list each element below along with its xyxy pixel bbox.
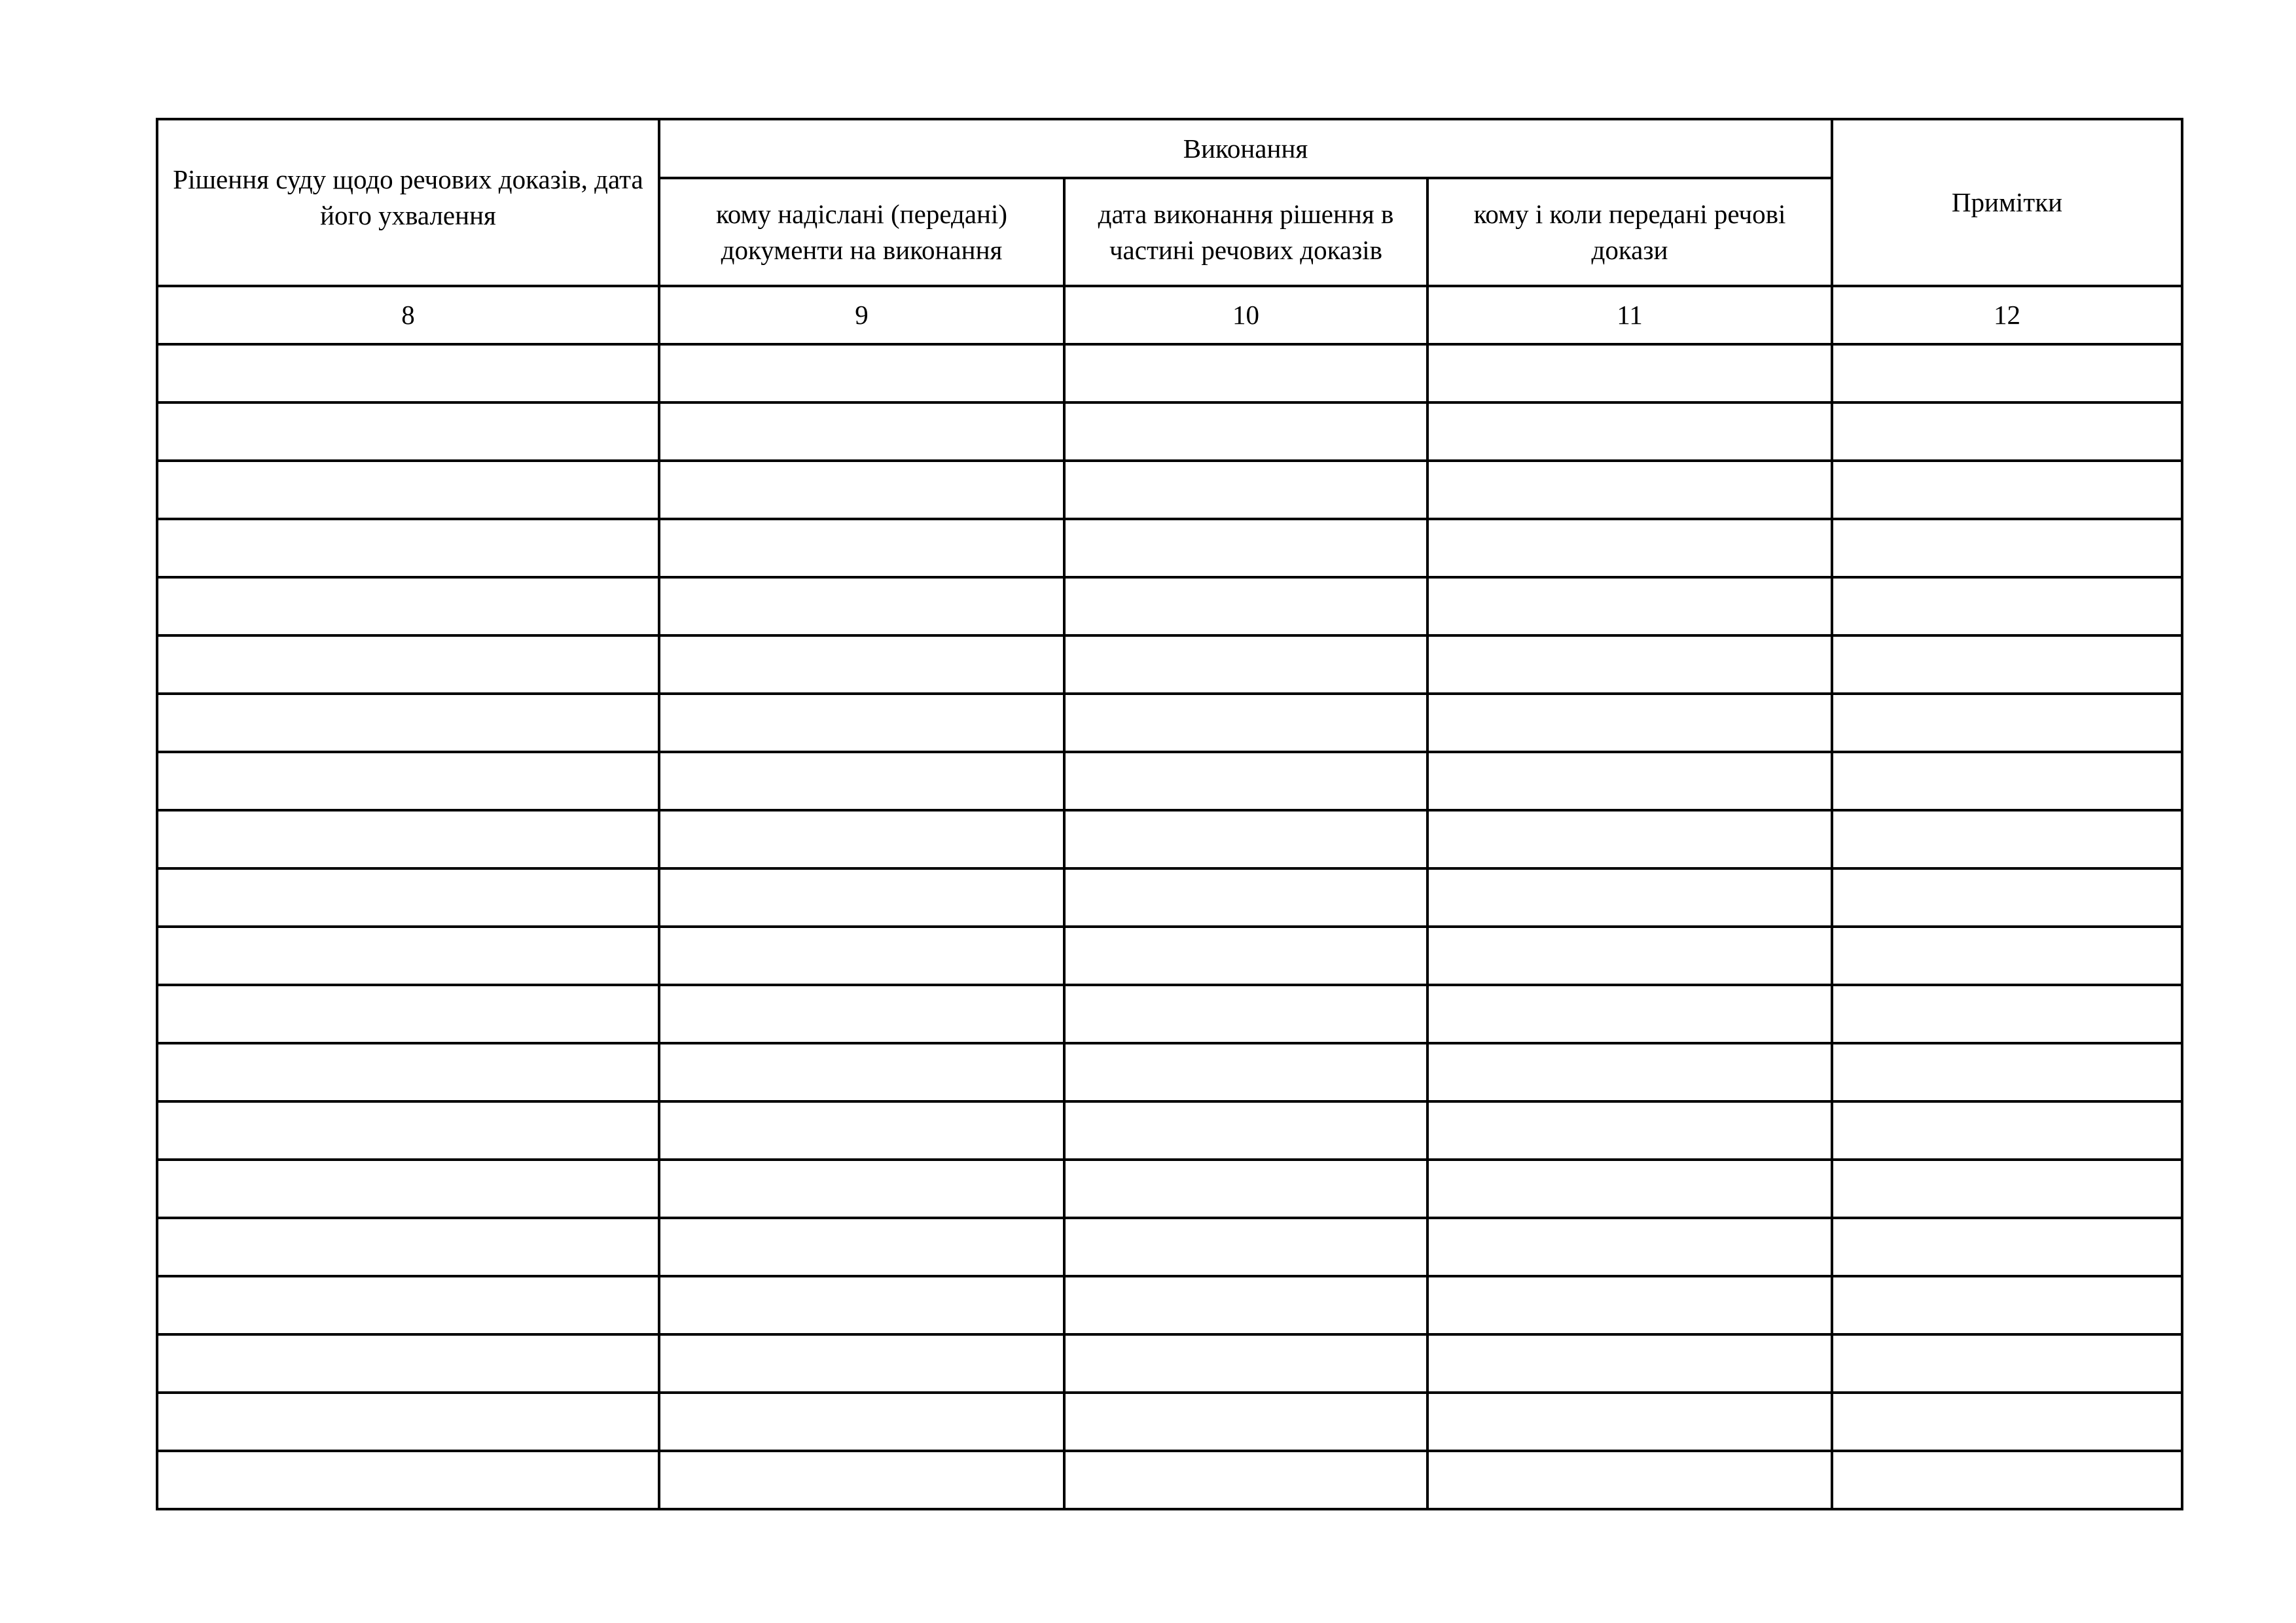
table-row <box>157 461 2182 519</box>
table-cell[interactable] <box>157 1160 659 1218</box>
table-cell[interactable] <box>1832 927 2182 985</box>
table-cell[interactable] <box>659 1276 1064 1334</box>
table-row <box>157 1101 2182 1160</box>
table-cell[interactable] <box>1427 1043 1832 1101</box>
table-cell[interactable] <box>1427 1276 1832 1334</box>
table-cell[interactable] <box>659 752 1064 810</box>
table-cell[interactable] <box>1064 635 1427 694</box>
column-number-8: 8 <box>157 286 659 344</box>
table-cell[interactable] <box>1064 1160 1427 1218</box>
table-cell[interactable] <box>1832 635 2182 694</box>
table-row <box>157 694 2182 752</box>
table-cell[interactable] <box>1832 461 2182 519</box>
table-cell[interactable] <box>659 519 1064 577</box>
table-cell[interactable] <box>157 694 659 752</box>
table-cell[interactable] <box>659 1160 1064 1218</box>
table-cell[interactable] <box>1832 985 2182 1043</box>
table-cell[interactable] <box>1064 752 1427 810</box>
table-cell[interactable] <box>157 519 659 577</box>
header-decision-cell <box>157 119 659 286</box>
table-cell[interactable] <box>157 1101 659 1160</box>
table-cell[interactable] <box>1427 1451 1832 1509</box>
table-cell[interactable] <box>1832 1160 2182 1218</box>
table-row <box>157 985 2182 1043</box>
table-row <box>157 1160 2182 1218</box>
table-cell[interactable] <box>1427 402 1832 461</box>
table-cell[interactable] <box>157 577 659 635</box>
table-row <box>157 635 2182 694</box>
table-cell[interactable] <box>1427 577 1832 635</box>
table-cell[interactable] <box>659 1218 1064 1276</box>
table-cell[interactable] <box>659 461 1064 519</box>
header-execution-date-cell <box>1064 178 1427 286</box>
table-cell[interactable] <box>1832 1334 2182 1393</box>
table-cell[interactable] <box>1427 752 1832 810</box>
table-cell[interactable] <box>157 344 659 402</box>
header-handed-over-label: кому і коли передані речові докази <box>1473 198 1786 265</box>
table-cell[interactable] <box>1427 1334 1832 1393</box>
table-cell[interactable] <box>1064 868 1427 927</box>
column-number-row <box>157 286 2182 344</box>
column-number-9: 9 <box>659 286 1064 344</box>
table-cell[interactable] <box>1427 1101 1832 1160</box>
table-cell[interactable] <box>659 868 1064 927</box>
table-cell[interactable] <box>1427 1218 1832 1276</box>
table-cell[interactable] <box>1427 868 1832 927</box>
table-cell[interactable] <box>1427 461 1832 519</box>
table-cell[interactable] <box>157 635 659 694</box>
table-cell[interactable] <box>157 1043 659 1101</box>
table-cell[interactable] <box>1427 927 1832 985</box>
table-cell[interactable] <box>1832 1218 2182 1276</box>
table-cell[interactable] <box>1064 1393 1427 1451</box>
table-cell[interactable] <box>1064 1276 1427 1334</box>
table-cell[interactable] <box>1427 1160 1832 1218</box>
table-cell[interactable] <box>1427 985 1832 1043</box>
header-sent-to-label: кому надіслані (передані) документи на виконання <box>715 198 1008 265</box>
table-row <box>157 868 2182 927</box>
table-cell[interactable] <box>157 461 659 519</box>
table-cell[interactable] <box>1832 1451 2182 1509</box>
table-cell[interactable] <box>1832 519 2182 577</box>
table-cell[interactable] <box>1832 868 2182 927</box>
table-cell[interactable] <box>1427 694 1832 752</box>
table-cell[interactable] <box>157 752 659 810</box>
table-row <box>157 1334 2182 1393</box>
table-cell[interactable] <box>1064 1451 1427 1509</box>
table-cell[interactable] <box>1832 1101 2182 1160</box>
table-cell[interactable] <box>1064 519 1427 577</box>
table-cell[interactable] <box>1427 810 1832 868</box>
table-cell[interactable] <box>1064 694 1427 752</box>
table-row <box>157 1393 2182 1451</box>
header-notes-label: Примітки <box>1951 187 2063 217</box>
column-number-11: 11 <box>1427 286 1832 344</box>
table-cell[interactable] <box>659 810 1064 868</box>
table-cell[interactable] <box>659 1334 1064 1393</box>
table-cell[interactable] <box>659 1101 1064 1160</box>
table-cell[interactable] <box>1064 461 1427 519</box>
header-execution-date-label: дата виконання рішення в частині речових доказів <box>1098 198 1394 265</box>
table-cell[interactable] <box>157 985 659 1043</box>
table-row <box>157 1276 2182 1334</box>
header-execution-cell <box>659 119 1832 178</box>
table-row <box>157 344 2182 402</box>
table-row <box>157 577 2182 635</box>
table-cell[interactable] <box>1832 1393 2182 1451</box>
column-number-12: 12 <box>1832 286 2182 344</box>
header-handed-over-cell <box>1427 178 1832 286</box>
table-row <box>157 402 2182 461</box>
table-row <box>157 1451 2182 1509</box>
table-cell[interactable] <box>1832 577 2182 635</box>
header-notes-cell <box>1832 119 2182 286</box>
table-cell[interactable] <box>659 344 1064 402</box>
table-cell[interactable] <box>1427 1393 1832 1451</box>
table-cell[interactable] <box>157 868 659 927</box>
table-cell[interactable] <box>659 1043 1064 1101</box>
table-cell[interactable] <box>1064 402 1427 461</box>
table-cell[interactable] <box>659 1393 1064 1451</box>
header-sent-to-cell <box>659 178 1064 286</box>
table-cell[interactable] <box>157 402 659 461</box>
table-cell[interactable] <box>1832 694 2182 752</box>
table-cell[interactable] <box>1832 402 2182 461</box>
table-cell[interactable] <box>157 1276 659 1334</box>
table-row <box>157 1218 2182 1276</box>
table-cell[interactable] <box>157 810 659 868</box>
table-cell[interactable] <box>1832 344 2182 402</box>
table-cell[interactable] <box>1427 344 1832 402</box>
header-row-top <box>157 119 2182 178</box>
table-cell[interactable] <box>157 1393 659 1451</box>
table-cell[interactable] <box>1832 752 2182 810</box>
table-cell[interactable] <box>659 402 1064 461</box>
header-execution-label: Виконання <box>1183 133 1308 164</box>
table-cell[interactable] <box>157 1451 659 1509</box>
table-row <box>157 927 2182 985</box>
table-cell[interactable] <box>1427 635 1832 694</box>
table-cell[interactable] <box>1064 927 1427 985</box>
table-cell[interactable] <box>1064 810 1427 868</box>
table-row <box>157 1043 2182 1101</box>
table-cell[interactable] <box>1064 985 1427 1043</box>
table-cell[interactable] <box>659 1451 1064 1509</box>
table-cell[interactable] <box>1427 519 1832 577</box>
table-cell[interactable] <box>1064 1043 1427 1101</box>
table-cell[interactable] <box>157 1218 659 1276</box>
column-number-10: 10 <box>1064 286 1427 344</box>
header-decision-label: Рішення суду щодо речових доказів, дата його ухвалення <box>173 164 643 230</box>
table-cell[interactable] <box>1064 344 1427 402</box>
table-cell[interactable] <box>659 635 1064 694</box>
table-cell[interactable] <box>157 1334 659 1393</box>
table-cell[interactable] <box>1832 1043 2182 1101</box>
table-row <box>157 752 2182 810</box>
table-cell[interactable] <box>659 694 1064 752</box>
evidence-register-table <box>156 118 2183 1510</box>
table-cell[interactable] <box>1064 577 1427 635</box>
table-cell[interactable] <box>1064 1218 1427 1276</box>
table-cell[interactable] <box>659 985 1064 1043</box>
table-cell[interactable] <box>659 577 1064 635</box>
table-row <box>157 519 2182 577</box>
table-cell[interactable] <box>1064 1334 1427 1393</box>
table-cell[interactable] <box>157 927 659 985</box>
table-cell[interactable] <box>1064 1101 1427 1160</box>
table-cell[interactable] <box>659 927 1064 985</box>
table-row <box>157 810 2182 868</box>
table-cell[interactable] <box>1832 1276 2182 1334</box>
table-cell[interactable] <box>1832 810 2182 868</box>
